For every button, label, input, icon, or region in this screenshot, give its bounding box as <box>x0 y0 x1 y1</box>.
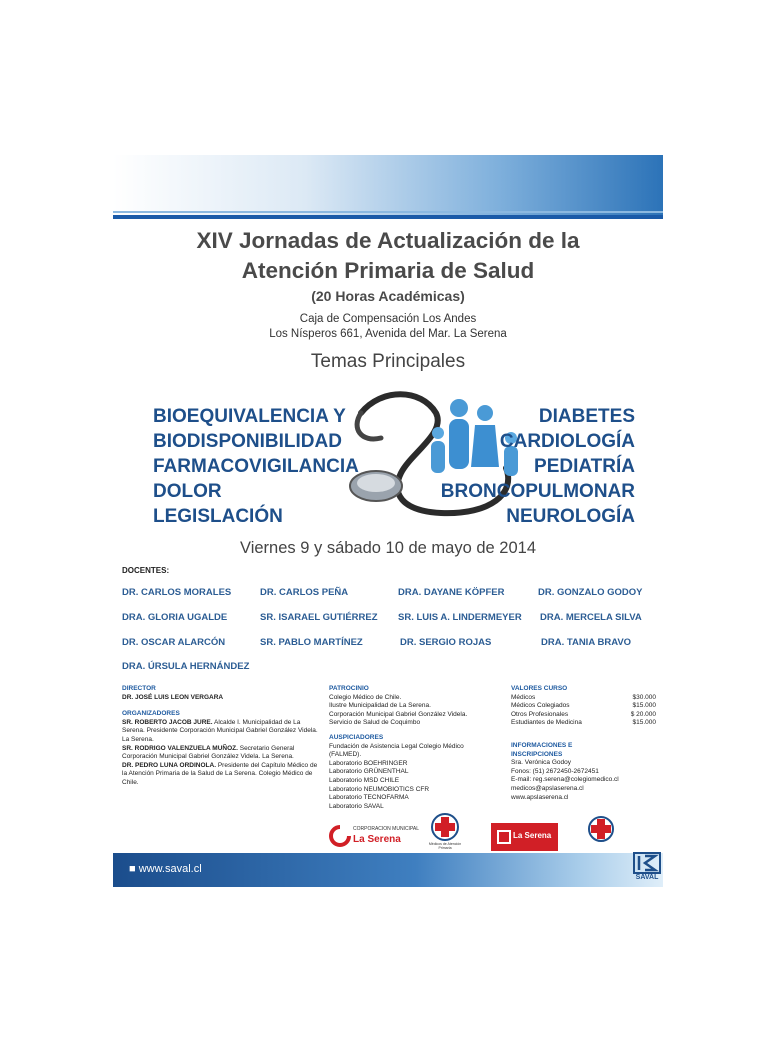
title-line-2: Atención Primaria de Salud <box>241 258 535 283</box>
la-serena-logo-text: La Serena <box>513 831 552 840</box>
saval-logo <box>633 852 661 886</box>
valor-price: $30.000 <box>632 693 656 701</box>
auspiciador-item: Laboratorio MSD CHILE <box>329 776 400 784</box>
info-item: medicos@apslaserena.cl <box>511 784 584 792</box>
topic-item: CARDIOLOGÍA <box>499 431 635 452</box>
docente-name: DR. CARLOS MORALES <box>122 587 232 598</box>
medicos-logo-icon <box>430 812 460 842</box>
topic-item: FARMACOVIGILANCIA <box>153 456 359 477</box>
valor-label: Otros Profesionales <box>511 710 569 718</box>
organizador-entry <box>122 745 322 762</box>
docente-name: SR. ISARAEL GUTIÉRREZ <box>260 612 378 623</box>
docente-name: DRA. GLORIA UGALDE <box>122 612 228 623</box>
topic-item: BRONCOPULMONAR <box>440 481 635 502</box>
title-line-1: XIV Jornadas de Actualización de la <box>196 228 580 253</box>
organizador-desc: Secretario General Corporación Municipal Gabriel González Videla. La Serena. <box>122 744 295 761</box>
corporacion-logo-line2: La Serena <box>353 834 401 845</box>
header-line <box>113 215 663 219</box>
temas-heading: Temas Principales <box>310 351 466 372</box>
corporacion-logo-icon <box>329 825 351 847</box>
auspiciador-item: Laboratorio TECNOFARMA <box>329 794 409 802</box>
organizador-entry <box>122 719 322 745</box>
docente-name: DR. GONZALO GODOY <box>538 587 643 598</box>
la-serena-logo <box>491 823 558 851</box>
patrocinio-item: Ilustre Municipalidad de La Serena. <box>329 702 431 710</box>
patrocinio-item: Servicio de Salud de Coquimbo <box>329 719 421 727</box>
patrocinio-item: Corporación Municipal Gabriel González Videla. <box>329 710 468 718</box>
header-banner <box>113 155 663 217</box>
valor-price: $ 20.000 <box>630 710 656 718</box>
organizador-name: SR. RODRIGO VALENZUELA MUÑOZ. <box>122 744 238 752</box>
saval-logo-text: SAVAL <box>635 874 659 881</box>
valor-row <box>511 719 656 728</box>
subtitle: (20 Horas Académicas) <box>311 288 465 304</box>
docente-name: DRA. ÚRSULA HERNÁNDEZ <box>122 661 250 672</box>
auspiciador-item: Laboratorio NEUMOBIOTICS CFR <box>329 785 430 793</box>
docente-name: DRA. TANIA BRAVO <box>541 637 632 648</box>
topic-item: BIOEQUIVALENCIA Y <box>153 406 346 427</box>
topic-item: PEDIATRÍA <box>534 456 635 477</box>
organizador-name: DR. PEDRO LUNA ORDINOLA. <box>122 761 217 769</box>
organizador-entry <box>122 762 322 788</box>
event-date: Viernes 9 y sábado 10 de mayo de 2014 <box>240 539 536 557</box>
corporacion-logo-line1: CORPORACION MUNICIPAL <box>353 826 420 832</box>
director-heading: DIRECTOR <box>122 685 156 692</box>
venue-line-2: Los Nísperos 661, Avenida del Mar. La Serena <box>269 328 507 340</box>
medicos-logo-text: Médicos de Atención Primaria <box>428 842 462 850</box>
docente-name: DR. CARLOS PEÑA <box>260 587 349 598</box>
topic-item: NEUROLOGÍA <box>506 506 635 527</box>
valores-heading: VALORES CURSO <box>511 685 568 692</box>
docente-name: SR. LUIS A. LINDERMEYER <box>398 612 522 623</box>
docente-name: DR. OSCAR ALARCÓN <box>122 637 226 648</box>
footer-url-text[interactable]: www.saval.cl <box>138 863 202 875</box>
auspiciador-item: Laboratorio GRÜNENTHAL <box>329 768 409 776</box>
poster <box>113 155 663 887</box>
auspiciador-item: Laboratorio BOEHRINGER <box>329 759 408 767</box>
organizador-desc: Presidente del Capítulo Médico de la Atención Primaria de la Salud de La Serena. Colegio Médico de Chile. <box>122 761 318 786</box>
valor-row <box>511 694 656 703</box>
info-item: Fonos: (51) 2672450-2672451 <box>511 767 599 775</box>
organizador-desc: Alcalde I. Municipalidad de La Serena. Presidente Corporación Municipal Gabriel González Videla. La Serena. <box>122 718 318 743</box>
saval-logo-icon <box>633 852 661 874</box>
patrocinio-item: Colegio Médico de Chile. <box>329 693 402 701</box>
valor-label: Médicos Colegiados <box>511 702 570 710</box>
valor-price: $15.000 <box>632 702 656 710</box>
auspiciador-item: (FALMED). <box>329 751 362 759</box>
director-name: DR. JOSÉ LUIS LEON VERGARA <box>122 693 224 701</box>
docentes-heading: DOCENTES: <box>122 566 170 575</box>
valor-label: Estudiantes de Medicina <box>511 719 582 727</box>
auspiciadores-heading: AUSPICIADORES <box>329 733 384 741</box>
header-line-light <box>113 211 663 213</box>
docente-name: SR. PABLO MARTÍNEZ <box>260 637 363 648</box>
docente-name: DRA. MERCELA SILVA <box>540 612 642 623</box>
footer-bar <box>113 853 663 887</box>
auspiciador-item: Fundación de Asistencia Legal Colegio Médico <box>329 742 464 750</box>
footer-url[interactable]: ■ www.saval.cl <box>129 863 202 875</box>
valor-price: $15.000 <box>632 719 656 727</box>
patrocinio-column <box>329 685 494 811</box>
valor-row <box>511 702 656 711</box>
valor-row <box>511 711 656 720</box>
auspiciador-item: Laboratorio SAVAL <box>329 802 384 810</box>
valor-label: Médicos <box>511 693 536 701</box>
la-serena-logo-icon <box>497 830 511 844</box>
director-organizadores-column <box>122 685 322 788</box>
topic-item: LEGISLACIÓN <box>153 506 283 527</box>
topics-right-list <box>441 404 635 529</box>
topics-left-list <box>153 404 359 529</box>
topic-item: DOLOR <box>153 481 222 502</box>
docente-name: DR. SERGIO ROJAS <box>400 637 492 648</box>
corporacion-municipal-logo <box>329 823 420 849</box>
valores-column <box>511 685 656 802</box>
medicos-atencion-primaria-logo <box>430 812 460 852</box>
topic-item: DIABETES <box>538 406 635 427</box>
organizador-name: SR. ROBERTO JACOB JURE. <box>122 718 213 726</box>
colegio-medico-logo <box>587 815 615 843</box>
info-item: www.apslaserena.cl <box>511 793 569 801</box>
venue-line-1: Caja de Compensación Los Andes <box>299 313 477 325</box>
info-heading-1: INFORMACIONES E <box>511 741 573 749</box>
docente-name: DRA. DAYANE KÖPFER <box>398 587 505 598</box>
info-item: Sra. Verónica Godoy <box>511 759 571 767</box>
topic-item: BIODISPONIBILIDAD <box>153 431 342 452</box>
organizadores-heading: ORGANIZADORES <box>122 710 180 718</box>
info-item: E-mail: reg.serena@colegiomedico.cl <box>511 776 619 784</box>
info-heading-2: INSCRIPCIONES <box>511 750 563 758</box>
patrocinio-heading: PATROCINIO <box>329 685 369 692</box>
